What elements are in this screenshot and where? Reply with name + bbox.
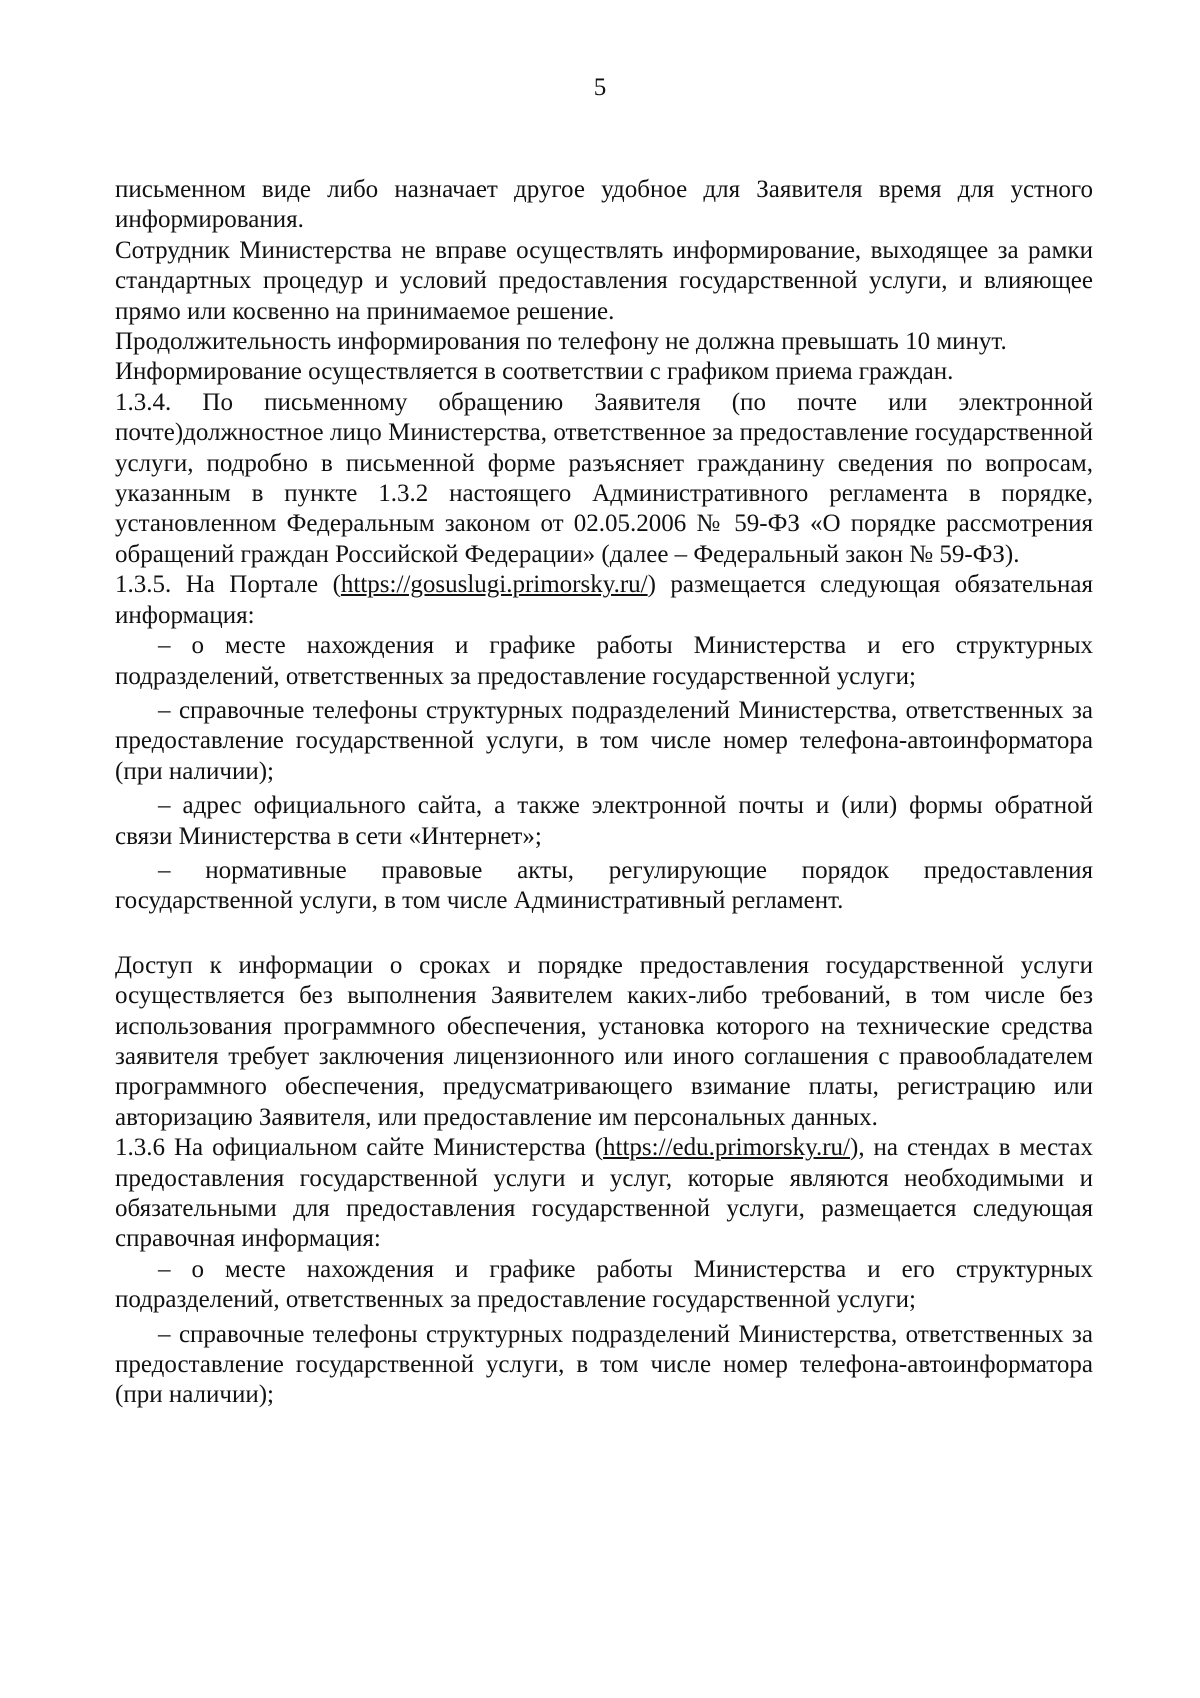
document-body (115, 175, 1093, 1415)
paragraph-1-3-5 (115, 570, 1093, 631)
section-1-3-5-suffix: ) размещается следующая обязательная информация: (115, 571, 1093, 629)
list-item: – о месте нахождения и графике работы Министерства и его структурных подразделений, ответственных за предоставление государственной услуги; (115, 1255, 1093, 1314)
paragraph-1-3-6 (115, 1133, 1093, 1255)
list-item: – адрес официального сайта, а также электронной почты и (или) формы обратной связи Министерства в сети «Интернет»; (115, 792, 1093, 850)
paragraph: Сотрудник Министерства не вправе осуществлять информирование, выходящее за рамки стандартных процедур и условий предоставления государственной услуги, и влияющее прямо или косвенно на принимаемое решение. (115, 236, 1093, 325)
list-item: – о месте нахождения и графике работы Министерства и его структурных подразделений, ответственных за предоставление государственной услуги; (115, 632, 1093, 690)
section-1-3-6-suffix: ), на стендах в местах предоставления государственной услуги и услуг, которые являются необходимыми и обязательными для предоставления государственной услуги, размещается следующая справочная информация: (115, 1134, 1093, 1253)
list-item: – справочные телефоны структурных подразделений Министерства, ответственных за предоставление государственной услуги, в том числе номер телефона-автоинформатора (при наличии); (115, 696, 1093, 785)
page-number: 5 (593, 74, 607, 101)
paragraph: письменном виде либо назначает другое удобное для Заявителя время для устного информирования. (115, 176, 1093, 234)
paragraph: Продолжительность информирования по телефону не должна превышать 10 минут. (115, 328, 1007, 356)
paragraph-1-3-4: 1.3.4. По письменному обращению Заявителя (по почте или электронной почте)должностное лицо Министерства, ответственное за предоставление государственной услуги, подробно в письменной форме разъясняет гражданину сведения по вопросам, указанным в пункте 1.3.2 настоящего Административного регламента в порядке, установленном Федеральным законом от 02.05.2006 № 59-ФЗ «О порядке рассмотрения обращений граждан Российской Федерации» (далее – Федеральный закон № 59-ФЗ). (115, 388, 1093, 568)
ministry-site-link[interactable]: https://edu.primorsky.ru/ (603, 1134, 851, 1162)
spacer (115, 921, 1093, 951)
section-1-3-6-prefix: 1.3.6 На официальном сайте Министерства ( (115, 1134, 604, 1162)
list-item: – справочные телефоны структурных подразделений Министерства, ответственных за предоставление государственной услуги, в том числе номер телефона-автоинформатора (при наличии); (115, 1320, 1093, 1409)
section-1-3-5-prefix: 1.3.5. На Портале ( (115, 571, 341, 599)
list-item: – нормативные правовые акты, регулирующие порядок предоставления государственной услуги, в том числе Административный регламент. (115, 856, 1093, 915)
portal-link[interactable]: https://gosuslugi.primorsky.ru/ (340, 571, 648, 599)
paragraph: Информирование осуществляется в соответствии с графиком приема граждан. (115, 358, 954, 386)
access-paragraph: Доступ к информации о сроках и порядке предоставления государственной услуги осуществляется без выполнения Заявителем каких-либо требований, в том числе без использования программного обеспечения, установка которого на технические средства заявителя требует заключения лицензионного или иного соглашения с правообладателем программного обеспечения, предусматривающего взимание платы, регистрацию или авторизацию Заявителя, или предоставление им персональных данных. (115, 951, 1093, 1131)
